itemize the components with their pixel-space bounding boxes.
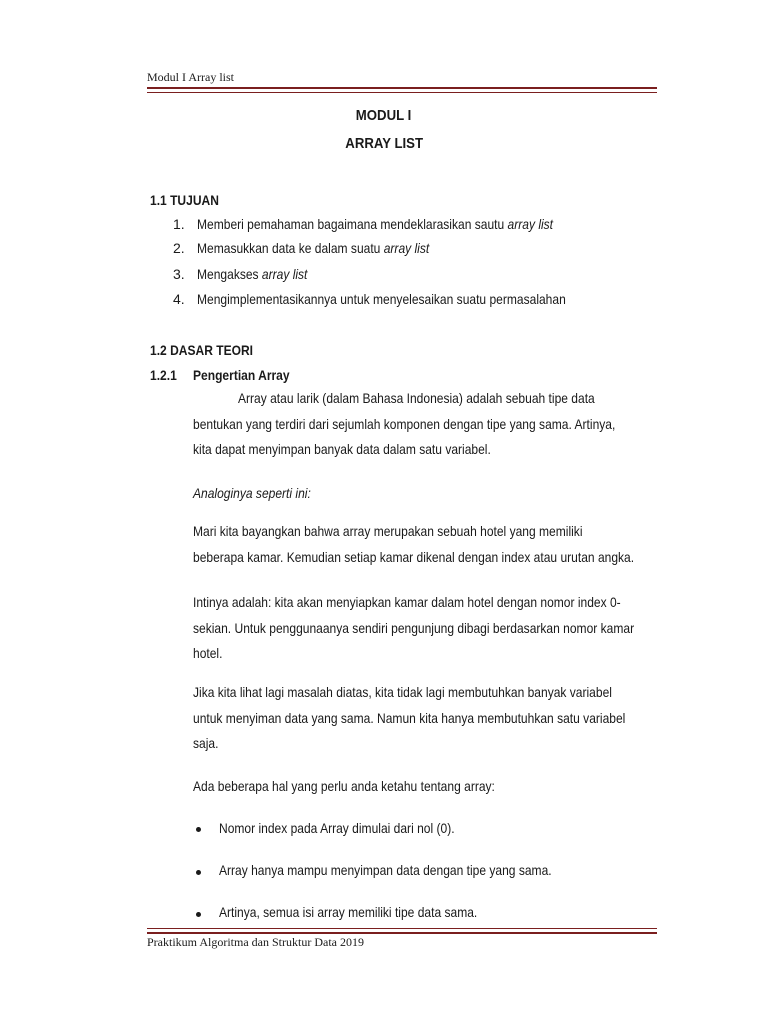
bullet-icon: [196, 870, 201, 875]
paragraph-definition: Array atau larik (dalam Bahasa Indonesia) adalah sebuah tipe data bentukan yang terdiri dari sejumlah komponen dengan tipe yang sama. Artinya, kita dapat menyimpan banyak data dalam satu variabel.: [193, 390, 616, 457]
list-item: Mengakses array list: [197, 266, 308, 282]
list-item: Memasukkan data ke dalam suatu array list: [197, 240, 430, 256]
page-footer: Praktikum Algoritma dan Struktur Data 2019: [147, 935, 364, 949]
list-number: 4.: [173, 291, 185, 307]
footer-rule-thin: [147, 928, 657, 929]
subsection-title: Pengertian Array: [193, 367, 290, 383]
subsection-number: 1.2.1: [150, 367, 177, 383]
page-header: Modul I Array list: [147, 70, 234, 84]
bullet-item: Nomor index pada Array dimulai dari nol (0).: [219, 820, 455, 836]
paragraph-variable: Jika kita lihat lagi masalah diatas, kita tidak lagi membutuhkan banyak variabel untuk menyiman data yang sama. Namun kita hanya membutuhkan satu variabel saja.: [193, 684, 626, 751]
bullet-icon: [196, 827, 201, 832]
paragraph-intro-list: Ada beberapa hal yang perlu anda ketahu tentang array:: [193, 778, 495, 794]
bullet-item: Artinya, semua isi array memiliki tipe data sama.: [219, 904, 478, 920]
list-item: Mengimplementasikannya untuk menyelesaikan suatu permasalahan: [197, 291, 566, 307]
list-number: 3.: [173, 266, 185, 282]
paragraph-index: Intinya adalah: kita akan menyiapkan kamar dalam hotel dengan nomor index 0- sekian. Untuk penggunaanya sendiri pengunjung dibagi berdasarkan nomor kamar hotel.: [193, 594, 635, 661]
analogy-label: Analoginya seperti ini:: [193, 485, 311, 501]
list-number: 2.: [173, 240, 185, 256]
bullet-item: Array hanya mampu menyimpan data dengan tipe yang sama.: [219, 862, 552, 878]
footer-rule: [147, 932, 657, 934]
header-rule-thin: [147, 92, 657, 93]
module-title: MODUL I: [356, 107, 412, 124]
paragraph-hotel: Mari kita bayangkan bahwa array merupakan sebuah hotel yang memiliki beberapa kamar. Kemudian setiap kamar dikenal dengan index atau urutan angka.: [193, 523, 635, 565]
bullet-icon: [196, 912, 201, 917]
module-subtitle: ARRAY LIST: [345, 135, 423, 152]
section-heading-dasar-teori: 1.2 DASAR TEORI: [150, 342, 254, 358]
list-item: Memberi pemahaman bagaimana mendeklarasikan sautu array list: [197, 216, 554, 232]
header-rule: [147, 87, 657, 89]
section-heading-tujuan: 1.1 TUJUAN: [150, 192, 219, 208]
list-number: 1.: [173, 216, 185, 232]
